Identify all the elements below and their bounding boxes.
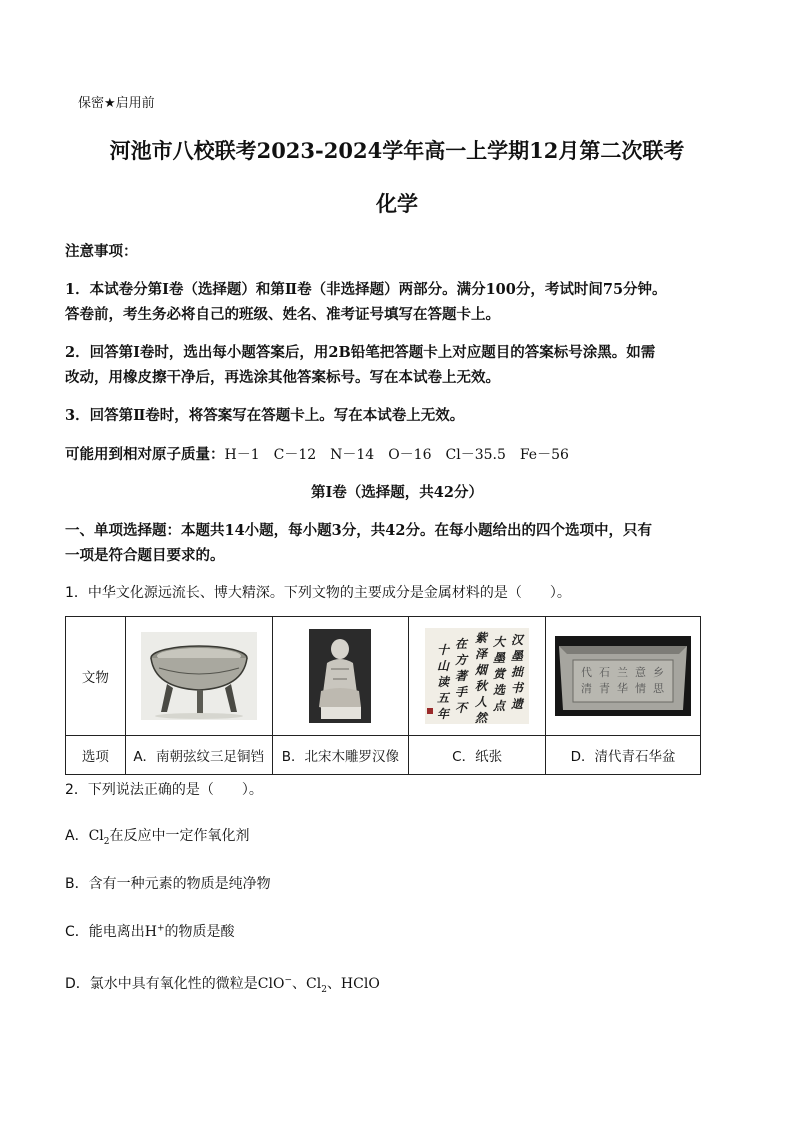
atomic-masses-label: 可能用到相对原子质量： bbox=[65, 446, 225, 463]
question-2-option-c bbox=[65, 921, 235, 941]
svg-text:华: 华 bbox=[617, 682, 629, 695]
option-b: B．北宋木雕罗汉像 bbox=[272, 736, 409, 775]
svg-text:烟: 烟 bbox=[475, 663, 488, 677]
svg-text:在: 在 bbox=[455, 637, 468, 651]
option-c: C．纸张 bbox=[409, 736, 546, 775]
svg-text:乡: 乡 bbox=[653, 666, 665, 679]
artifact-image-d bbox=[546, 617, 701, 736]
question-2-option-d bbox=[65, 973, 380, 995]
svg-text:年: 年 bbox=[437, 707, 450, 721]
option-a-text: 在反应中一定作氧化剂 bbox=[109, 828, 250, 844]
hydrogen-ion: H+ bbox=[144, 923, 165, 940]
svg-text:书: 书 bbox=[511, 681, 524, 695]
svg-text:墨: 墨 bbox=[511, 649, 524, 663]
svg-text:方: 方 bbox=[455, 653, 468, 667]
svg-text:清: 清 bbox=[581, 682, 593, 695]
svg-text:拙: 拙 bbox=[511, 665, 524, 679]
option-a: A．南朝弦纹三足铜铛 bbox=[125, 736, 272, 775]
option-d: D．清代青石华盆 bbox=[546, 736, 701, 775]
chlorine-formula: $Cl_2$ bbox=[88, 828, 110, 847]
row-header-option: 选项 bbox=[66, 736, 126, 775]
svg-text:代: 代 bbox=[581, 666, 593, 679]
row-header-artifact: 文物 bbox=[66, 617, 126, 736]
section-title: 第Ⅰ卷（选择题，共42分） bbox=[311, 484, 483, 501]
question-2-option-b: B．含有一种元素的物质是纯净物 bbox=[65, 876, 271, 892]
chlorine-molecule: $Cl_2$ bbox=[306, 976, 327, 995]
bronze-tripod-image bbox=[141, 632, 257, 720]
note-3: 3．回答第Ⅱ卷时，将答案写在答题卡上。写在本试卷上无效。 bbox=[65, 407, 465, 424]
question-1-stem: 1．中华文化源远流长、博大精深。下列文物的主要成分是金属材料的是（ ）。 bbox=[65, 585, 571, 601]
option-c-text: 的物质是酸 bbox=[164, 924, 235, 940]
svg-text:山: 山 bbox=[437, 659, 450, 673]
calligraphy-paper-image bbox=[425, 628, 529, 724]
svg-text:墨: 墨 bbox=[493, 651, 506, 665]
bluestone-basin-image bbox=[555, 636, 691, 716]
confidential-label: 保密★启用前 bbox=[78, 96, 155, 111]
note-1-line-1: 1．本试卷分第Ⅰ卷（选择题）和第Ⅱ卷（非选择题）两部分。满分100分，考试时间75分钟。 bbox=[65, 281, 667, 298]
svg-text:赏: 赏 bbox=[493, 667, 506, 681]
question-2-option-a bbox=[65, 825, 250, 847]
atomic-masses-values: H－1 C－12 N－14 O－16 Cl－35.5 Fe－56 bbox=[224, 447, 569, 463]
svg-text:情: 情 bbox=[635, 682, 647, 695]
svg-text:点: 点 bbox=[493, 699, 506, 713]
svg-text:手: 手 bbox=[455, 685, 468, 699]
section-instruction-line-2: 一项是符合题目要求的。 bbox=[65, 547, 225, 564]
artifact-image-a bbox=[125, 617, 272, 736]
option-a-label: A． bbox=[65, 828, 89, 844]
option-d-label: D．氯水中具有氧化性的微粒是 bbox=[65, 976, 258, 992]
svg-text:读: 读 bbox=[437, 675, 450, 689]
svg-text:大: 大 bbox=[493, 635, 506, 649]
svg-text:人: 人 bbox=[475, 695, 488, 709]
question-2-stem: 2．下列说法正确的是（ ）。 bbox=[65, 782, 263, 798]
svg-text:泽: 泽 bbox=[475, 647, 488, 661]
notes-heading: 注意事项： bbox=[65, 243, 138, 260]
hclo-formula: 、HClO bbox=[326, 976, 380, 992]
calligraphy-char: 汉 bbox=[511, 633, 524, 647]
subject-title: 化学 bbox=[376, 191, 418, 216]
svg-text:著: 著 bbox=[455, 669, 468, 683]
hypochlorite-ion: ClO− bbox=[257, 975, 292, 992]
atomic-masses bbox=[65, 443, 569, 464]
note-2-line-2: 改动，用橡皮擦干净后，再选涂其他答案标号。写在本试卷上无效。 bbox=[65, 369, 500, 386]
svg-text:五: 五 bbox=[437, 691, 450, 705]
svg-text:然: 然 bbox=[475, 711, 488, 724]
svg-text:不: 不 bbox=[455, 701, 468, 715]
svg-text:兰: 兰 bbox=[617, 666, 629, 679]
note-2-line-1: 2．回答第Ⅰ卷时，选出每小题答案后，用2B铅笔把答题卡上对应题目的答案标号涂黑。如需 bbox=[65, 344, 656, 361]
svg-text:秋: 秋 bbox=[475, 679, 488, 693]
svg-text:青: 青 bbox=[599, 682, 611, 695]
exam-title: 河池市八校联考2023-2024学年高一上学期12月第二次联考 bbox=[109, 138, 685, 163]
section-instruction-line-1: 一、单项选择题：本题共14小题，每小题3分，共42分。在每小题给出的四个选项中，只有 bbox=[65, 522, 652, 539]
question-1-table bbox=[65, 616, 701, 775]
note-1-line-2: 答卷前，考生务必将自己的班级、姓名、准考证号填写在答题卡上。 bbox=[65, 306, 500, 323]
svg-text:十: 十 bbox=[437, 643, 450, 657]
artifact-image-c bbox=[409, 617, 546, 736]
svg-text:选: 选 bbox=[493, 683, 506, 697]
svg-text:石: 石 bbox=[599, 666, 611, 679]
svg-text:遗: 遗 bbox=[511, 697, 524, 711]
option-c-label: C．能电离出 bbox=[65, 924, 145, 940]
artifact-image-b bbox=[272, 617, 409, 736]
svg-text:意: 意 bbox=[635, 666, 647, 679]
svg-text:紫: 紫 bbox=[475, 631, 488, 645]
separator: 、 bbox=[292, 976, 306, 992]
svg-text:思: 思 bbox=[653, 682, 665, 695]
wooden-arhat-image bbox=[309, 629, 371, 723]
